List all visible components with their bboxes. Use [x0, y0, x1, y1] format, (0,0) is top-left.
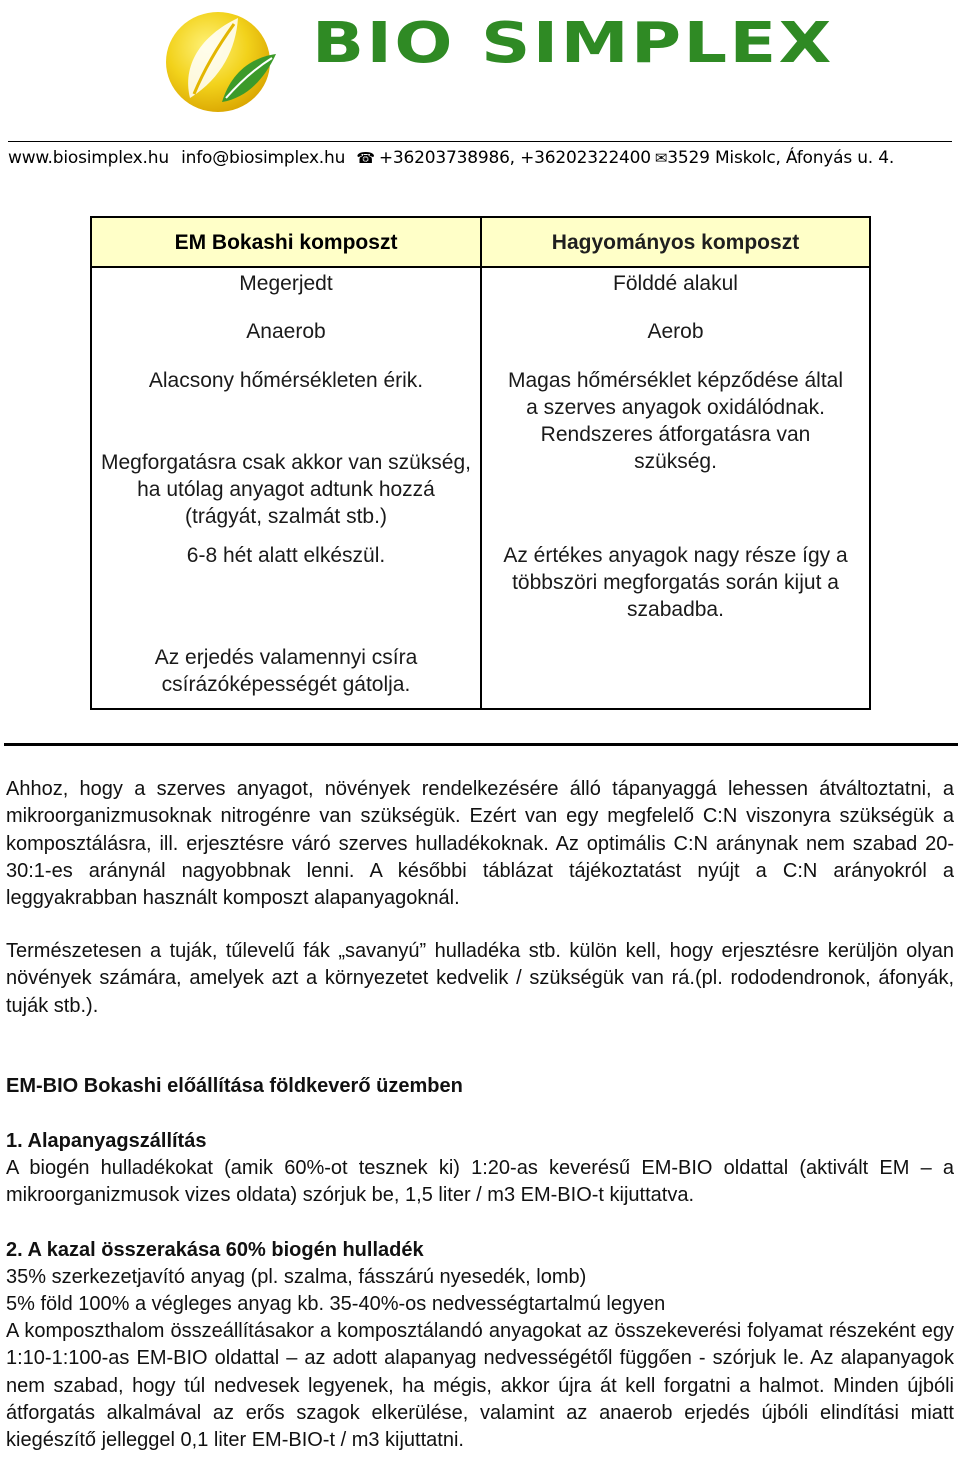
bokashi-item: Anaerob [246, 320, 326, 343]
step-2-line: 35% szerkezetjavító anyag (pl. szalma, fásszárú nyesedék, lomb) [6, 1266, 587, 1288]
traditional-item: Aerob [647, 320, 704, 343]
brand-logo-text: BIO SIMPLEX [312, 11, 834, 76]
bokashi-item: Az erjedés valamennyi csíra csírázóképességét gátolja. [154, 646, 418, 696]
leaf-logo-icon [160, 6, 282, 114]
step-2-title: 2. A kazal összerakása 60% biogén hulladék [6, 1239, 424, 1261]
address: 3529 Miskolc, Áfonyás u. 4. [667, 148, 895, 168]
phone-numbers: +36203738986, +36202322400 [378, 148, 651, 168]
step-1-text: A biogén hulladékokat (amik 60%-ot tesznek ki) 1:20-as keverésű EM-BIO oldattal (aktivált EM – a mikroorganizmusok vizes oldata) szórjuk be, 1,5 liter / m3 EM-BIO-t kijuttatva. [6, 1157, 954, 1207]
bokashi-item: 6-8 hét alatt elkészül. [186, 544, 386, 567]
section-title: EM-BIO Bokashi előállítása földkeverő üzemben [6, 1075, 463, 1097]
email-link[interactable]: info@biosimplex.hu [181, 148, 346, 168]
contact-line [8, 148, 958, 168]
step-1-title: 1. Alapanyagszállítás [6, 1130, 207, 1152]
page-header [0, 0, 960, 170]
bokashi-item: Alacsony hőmérsékleten érik. [148, 369, 424, 392]
header-divider [8, 141, 952, 142]
bokashi-item: Megerjedt [239, 272, 333, 295]
traditional-item: Magas hőmérséklet képződése által a szerves anyagok oxidálódnak. Rendszeres átforgatásra van szükség. [507, 369, 843, 473]
traditional-item: Az értékes anyagok nagy része így a többszöri megforgatás során kijut a szabadba. [503, 544, 848, 621]
col-header-traditional: Hagyományos komposzt [551, 231, 800, 254]
section-divider [4, 743, 958, 746]
intro-paragraph: Ahhoz, hogy a szerves anyagot, növények rendelkezésére álló tápanyaggá lehessen átváltoztatni, a mikroorganizmusoknak nitrogénre van szükségük. Ezért van egy megfelelő C:N viszonyra szükségük a komposztálásra, ill. erjesztésre váró szerves hulladékoknak. Az optimális C:N aránynak nem szabad 20-30:1-es aránynál nagyobbnak lenni. A későbbi táblázat tájékoztatást nyújt a C:N arányokról a leggyakrabban használt komposzt alapanyagoknál. [6, 778, 954, 910]
step-2-text: A komposzthalom összeállításakor a komposztálandó anyagokat az összekeverési folyamat részeként egy 1:10-1:100-as EM-BIO oldattal – az adott alapanyag nedvességétől függően - szórjuk le. Az alapanyagok nem szabad, hogy túl nedvesek legyenek, ha mégis, akkor újra át kell forgatni a halmot. Minden újbóli átforgatás alkalmával az erős szagok elkerülése, valamint az anaerob erjedés újbóli elindítási miatt kiegészítő jelleggel 0,1 liter EM-BIO-t / m3 kijuttatni. [6, 1320, 954, 1452]
phone-icon: ☎ [356, 149, 375, 167]
traditional-item: Földdé alakul [613, 272, 738, 295]
intro-paragraph-2: Természetesen a tuják, tűlevelű fák „savanyú” hulladéka stb. külön kell, hogy erjesztésre kerüljön olyan növények számára, amelyek azt a környezetet kedvelik / szükségük van rá.(pl. rododendronok, áfonyák, tuják stb.). [6, 940, 954, 1017]
comparison-table [90, 216, 871, 710]
step-2-line: 5% föld 100% a végleges anyag kb. 35-40%-os nedvességtartalmú legyen [6, 1293, 666, 1315]
bokashi-item: Megforgatásra csak akkor van szükség, ha utólag anyagot adtunk hozzá (trágyát, szalmát stb.) [100, 451, 471, 528]
website-link[interactable]: www.biosimplex.hu [8, 148, 169, 168]
col-header-bokashi: EM Bokashi komposzt [174, 231, 398, 254]
envelope-icon: ✉ [654, 149, 668, 167]
